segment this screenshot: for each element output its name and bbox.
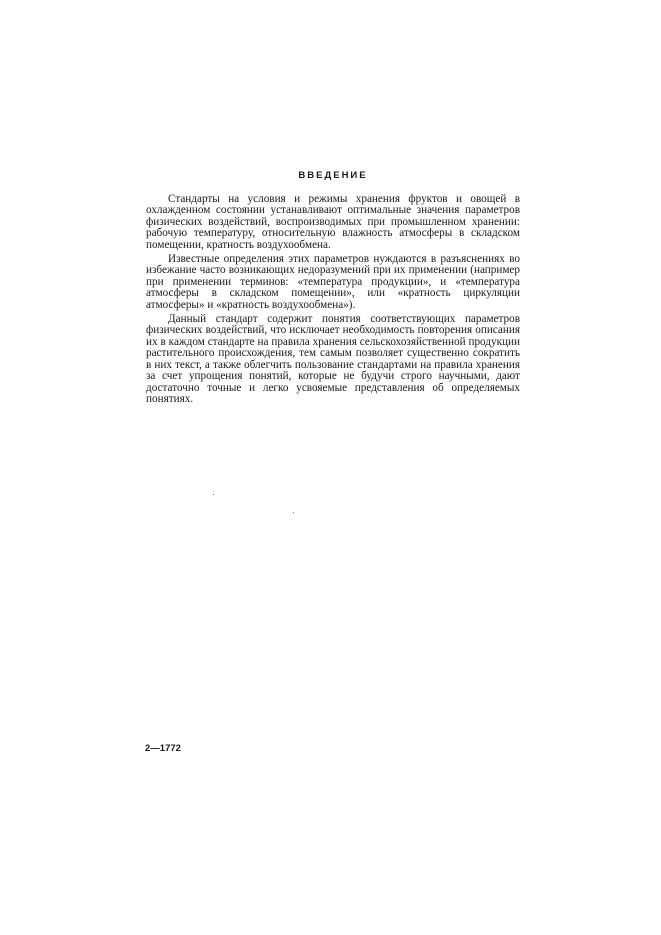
paragraph: Известные определения этих параметров нуждаются в разъяснениях во избежание часто возникающих недоразумений при их применении (например при применении терминов: «температура продукции», и «температура атмосферы в складском помещении», или «кратность циркуляции атмосферы» и «кратность воздухообмена»). [146,253,520,311]
paragraph: Стандарты на условия и режимы хранения фруктов и овощей в охлажденном состоянии устанавливают оптимальные значения параметров физических воздействий, воспроизводимых при промышленном хранении: рабочую температуру, относительную влажность атмосферы в складском помещении, кратность воздухообмена. [146,193,520,251]
paragraph: Данный стандарт содержит понятия соответствующих параметров физических воздействий, что исключает необходимость повторения описания их в каждом стандарте на правила хранения сельскохозяйственной продукции растительного происхождения, тем самым позволяет существенно сократить в них текст, а также облегчить пользование стандартами на правила хранения за счет упрощения понятий, которые не будучи строго научными, дают достаточно точные и легко усвояемые представления об определяемых понятиях. [146,313,520,405]
section-heading: ВВЕДЕНИЕ [298,170,368,181]
body-text [146,194,520,408]
scan-speck [293,512,294,513]
scan-speck [213,494,214,495]
printing-code: 2—1772 [145,743,181,754]
